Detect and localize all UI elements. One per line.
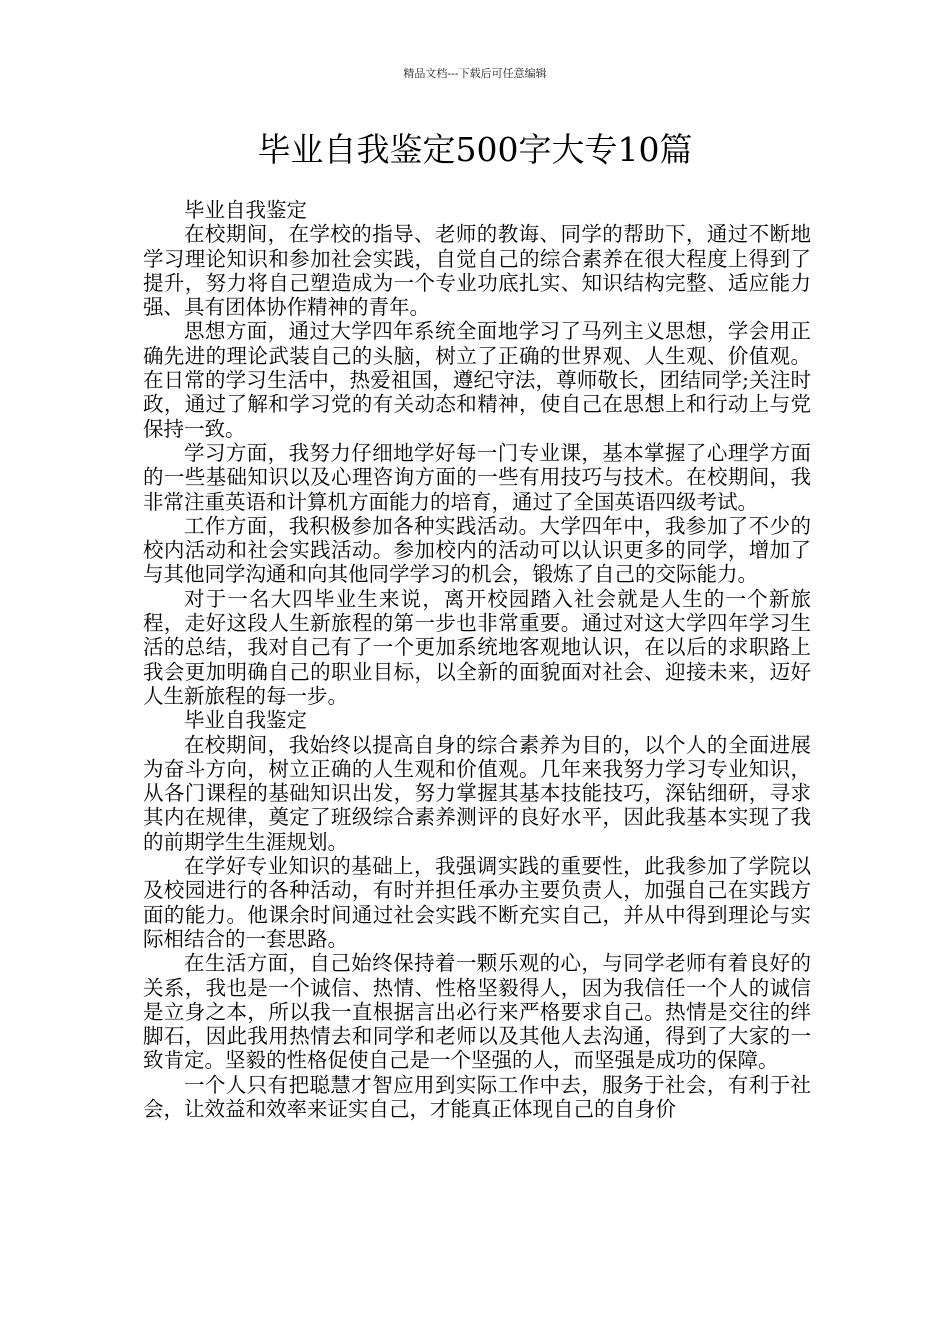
body-paragraph: 学习方面，我努力仔细地学好每一门专业课，基本掌握了心理学方面的一些基础知识以及心理咨询方面的一些有用技巧与技术。在校期间，我非常注重英语和计算机方面能力的培育，通过了全国英语四级考试。 — [143, 440, 811, 514]
document-title: 毕业自我鉴定500字大专10篇 — [257, 130, 693, 169]
section-heading: 毕业自我鉴定 — [184, 198, 307, 222]
header-note: 精品文档---下载后可任意编辑 — [403, 67, 547, 80]
body-paragraph: 对于一名大四毕业生来说，离开校园踏入社会就是人生的一个新旅程，走好这段人生新旅程的第一步也非常重要。通过对这大学四年学习生活的总结，我对自己有了一个更加系统地客观地认识，在以后的求职路上我会更加明确自己的职业目标，以全新的面貌面对社会、迎接未来，迈好人生新旅程的每一步。 — [143, 586, 811, 708]
body-paragraph: 在校期间，在学校的指导、老师的教诲、同学的帮助下，通过不断地学习理论知识和参加社会实践，自觉自己的综合素养在很大程度上得到了提升，努力将自己塑造成为一个专业功底扎实、知识结构完整、适应能力强、具有团体协作精神的青年。 — [143, 222, 811, 320]
body-paragraph: 在生活方面，自己始终保持着一颗乐观的心，与同学老师有着良好的关系，我也是一个诚信、热情、性格坚毅得人，因为我信任一个人的诚信是立身之本，所以我一直根据言出必行来严格要求自己。热情是交往的绊脚石，因此我用热情去和同学和老师以及其他人去沟通，得到了大家的一致肯定。坚毅的性格促使自己是一个坚强的人，而坚强是成功的保障。 — [143, 951, 811, 1073]
body-paragraph: 一个人只有把聪慧才智应用到实际工作中去，服务于社会，有利于社会，让效益和效率来证实自己，才能真正体现自己的自身价 — [143, 1072, 811, 1121]
body-paragraph: 在学好专业知识的基础上，我强调实践的重要性，此我参加了学院以及校园进行的各种活动，有时并担任承办主要负责人，加强自己在实践方面的能力。他课余时间通过社会实践不断充实自己，并从中得到理论与实际相结合的一套思路。 — [143, 854, 811, 951]
document-body — [143, 198, 811, 1121]
body-paragraph: 思想方面，通过大学四年系统全面地学习了马列主义思想，学会用正确先进的理论武装自己的头脑，树立了正确的世界观、人生观、价值观。在日常的学习生活中，热爱祖国，遵纪守法，尊师敬长，团结同学;关注时政，通过了解和学习党的有关动态和精神，使自己在思想上和行动上与党保持一致。 — [143, 319, 811, 441]
section-heading: 毕业自我鉴定 — [184, 708, 307, 733]
body-paragraph: 工作方面，我积极参加各种实践活动。大学四年中，我参加了不少的校内活动和社会实践活动。参加校内的活动可以认识更多的同学，增加了与其他同学沟通和向其他同学学习的机会，锻炼了自己的交际能力。 — [143, 513, 811, 587]
body-paragraph: 在校期间，我始终以提高自身的综合素养为目的，以个人的全面进展为奋斗方向，树立正确的人生观和价值观。几年来我努力学习专业知识，从各门课程的基础知识出发，努力掌握其基本技能技巧，深钻细研，寻求其内在规律，奠定了班级综合素养测评的良好水平，因此我基本实现了我的前期学生生涯规划。 — [143, 732, 811, 854]
